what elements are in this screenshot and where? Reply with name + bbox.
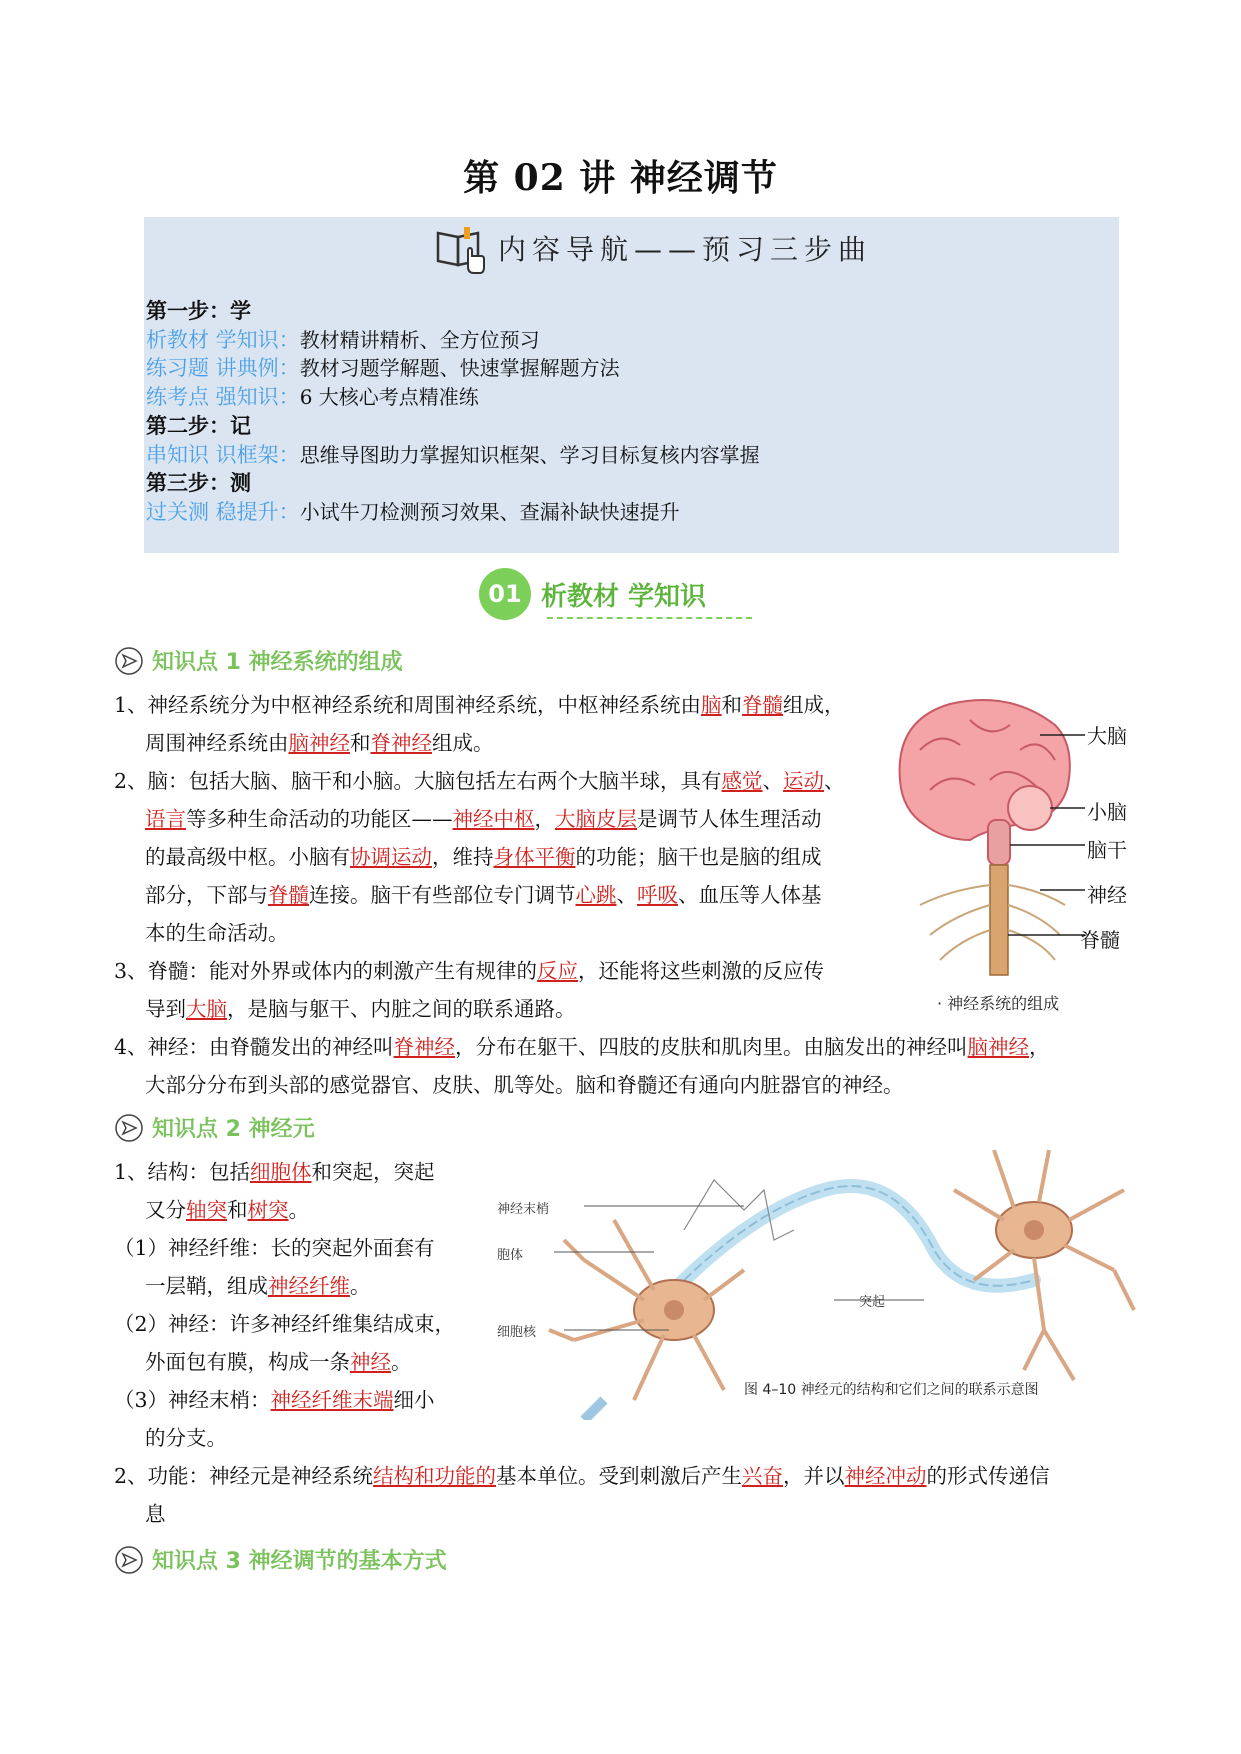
neuron-label-nucleus: 细胞核	[497, 1325, 537, 1340]
arrow-circle-icon	[114, 646, 144, 676]
section-badge	[479, 568, 706, 620]
kp1-line: 导到大脑，是脑与躯干、内脏之间的联系通路。	[145, 997, 576, 1021]
kp2-line: （1）神经纤维：长的突起外面套有	[114, 1236, 435, 1260]
kp1-title: 知识点 1 神经系统的组成	[152, 650, 403, 675]
neuron-figure	[494, 1130, 1144, 1420]
answer: 神经纤维	[268, 1274, 350, 1298]
book-pointer-icon	[434, 221, 488, 275]
answer: 轴突	[186, 1198, 227, 1222]
nav-text: 6 大核心考点精准练	[299, 385, 479, 410]
kp2-line: 一层鞘，组成神经纤维。	[145, 1274, 371, 1298]
neuron-label-process: 突起	[859, 1295, 886, 1310]
nav-text: 教材习题学解题、快速掌握解题方法	[299, 356, 620, 381]
kp1-line: 2、脑：包括大脑、脑干和小脑。大脑包括左右两个大脑半球，具有感觉、运动、	[114, 769, 845, 793]
nav-keyword: 练习题 讲典例：	[146, 356, 300, 381]
figure-caption-nervous-system: · 神经系统的组成	[937, 994, 1060, 1013]
neuron-label-cell-body: 胞体	[497, 1248, 524, 1263]
navigation-box	[144, 217, 1119, 553]
figure-label-cerebrum: 大脑	[1087, 724, 1127, 748]
navigation-heading-text: 内容导航——预习三步曲	[498, 233, 873, 266]
navigation-steps	[146, 297, 760, 527]
kp2-line: 息	[145, 1502, 166, 1526]
nav-keyword: 过关测 稳提升：	[146, 499, 300, 524]
kp1-line: 3、脊髓：能对外界或体内的刺激产生有规律的反应，还能将这些刺激的反应传	[114, 959, 825, 983]
kp1-line: 部分，下部与脊髓连接。脑干有些部位专门调节心跳、呼吸、血压等人体基	[145, 883, 822, 907]
nav-row	[146, 326, 760, 355]
kp2-line: 2、功能：神经元是神经系统结构和功能的基本单位。受到刺激后产生兴奋，并以神经冲动的形式传递信	[114, 1464, 1050, 1488]
section-label: 析教材 学知识	[541, 581, 707, 612]
kp1-line: 周围神经系统由脑神经和脊神经组成。	[145, 731, 494, 755]
answer: 心跳	[575, 883, 617, 907]
nav-row	[146, 498, 760, 527]
kp2-line: 的分支。	[145, 1426, 227, 1450]
answer: 脊髓	[268, 883, 309, 907]
nav-row	[146, 383, 760, 412]
nav-keyword: 练考点 强知识：	[146, 385, 300, 410]
kp2-title: 知识点 2 神经元	[152, 1117, 315, 1142]
answer: 树突	[247, 1198, 289, 1222]
nav-text: 小试牛刀检测预习效果、查漏补缺快速提升	[299, 499, 680, 524]
answer: 反应	[537, 959, 579, 983]
arrow-circle-icon	[114, 1545, 144, 1575]
kp2-heading	[114, 1112, 315, 1143]
figure-label-brainstem: 脑干	[1087, 838, 1127, 862]
answer: 神经冲动	[844, 1464, 927, 1488]
answer: 细胞体	[250, 1160, 312, 1184]
answer: 呼吸	[637, 883, 678, 907]
kp1-line: 1、神经系统分为中枢神经系统和周围神经系统，中枢神经系统由脑和脊髓组成，	[114, 693, 845, 717]
answer: 结构和功能的	[373, 1464, 497, 1488]
kp1-line: 的最高级中枢。小脑有协调运动，维持身体平衡的功能；脑干也是脑的组成	[145, 845, 822, 869]
answer: 神经	[350, 1350, 391, 1374]
kp2-line: 又分轴突和树突。	[145, 1198, 309, 1222]
kp2-line: （3）神经末梢：神经纤维末端细小	[114, 1388, 435, 1412]
kp2-line: 1、结构：包括细胞体和突起，突起	[114, 1160, 435, 1184]
answer: 脑神经	[967, 1035, 1030, 1059]
arrow-circle-icon	[114, 1113, 144, 1143]
kp3-heading	[114, 1544, 447, 1575]
kp3-title: 知识点 3 神经调节的基本方式	[152, 1549, 447, 1574]
nervous-system-figure	[890, 690, 1090, 980]
kp1-line: 语言等多种生命活动的功能区——神经中枢，大脑皮层是调节人体生理活动	[145, 807, 822, 831]
answer: 身体平衡	[493, 845, 576, 869]
answer: 协调运动	[350, 845, 432, 869]
step-two: 第二步：记	[146, 412, 251, 438]
answer: 脊髓	[742, 693, 784, 717]
answer: 脊神经	[393, 1035, 456, 1059]
navigation-heading	[434, 217, 872, 279]
nav-row	[146, 354, 760, 383]
answer: 感觉	[721, 769, 763, 793]
answer: 神经中枢	[452, 807, 535, 831]
answer: 大脑皮层	[555, 807, 637, 831]
nav-row	[146, 441, 760, 470]
nav-text: 教材精讲精析、全方位预习	[299, 327, 540, 352]
figure-label-nerve: 神经	[1087, 883, 1127, 907]
answer: 大脑	[186, 997, 227, 1021]
step-three: 第三步：测	[146, 470, 251, 496]
neuron-label-nerve-ending: 神经末梢	[497, 1202, 550, 1217]
nav-keyword: 串知识 识框架：	[146, 442, 300, 467]
answer: 兴奋	[742, 1464, 784, 1488]
nav-keyword: 析教材 学知识：	[146, 327, 300, 352]
kp1-line: 本的生命活动。	[145, 921, 289, 945]
page-title: 第 02 讲 神经调节	[463, 157, 778, 199]
nav-text: 思维导图助力掌握知识框架、学习目标复核内容掌握	[299, 442, 760, 467]
answer: 脑神经	[288, 731, 350, 755]
figure-caption-neuron: 图 4–10 神经元的结构和它们之间的联系示意图	[744, 1382, 1039, 1398]
figure-label-spinal-cord: 脊髓	[1080, 928, 1120, 952]
step-one: 第一步：学	[146, 298, 251, 323]
kp1-line: 大部分分布到头部的感觉器官、皮肤、肌等处。脑和脊髓还有通向内脏器官的神经。	[145, 1073, 904, 1097]
answer: 脊神经	[370, 731, 432, 755]
figure-label-cerebellum: 小脑	[1087, 800, 1127, 824]
answer: 脑	[701, 693, 722, 717]
answer: 语言	[145, 807, 186, 831]
kp2-line: （2）神经：许多神经纤维集结成束，	[114, 1312, 456, 1336]
answer: 神经纤维末端	[270, 1388, 394, 1412]
section-underline	[547, 617, 752, 619]
answer: 运动	[783, 769, 825, 793]
kp1-line: 4、神经：由脊髓发出的神经叫脊神经，分布在躯干、四肢的皮肤和肌肉里。由脑发出的神经叫脑神经，	[114, 1035, 1050, 1059]
kp2-line: 外面包有膜，构成一条神经。	[145, 1350, 412, 1374]
kp1-heading	[114, 645, 403, 676]
section-number: 01	[479, 568, 531, 620]
